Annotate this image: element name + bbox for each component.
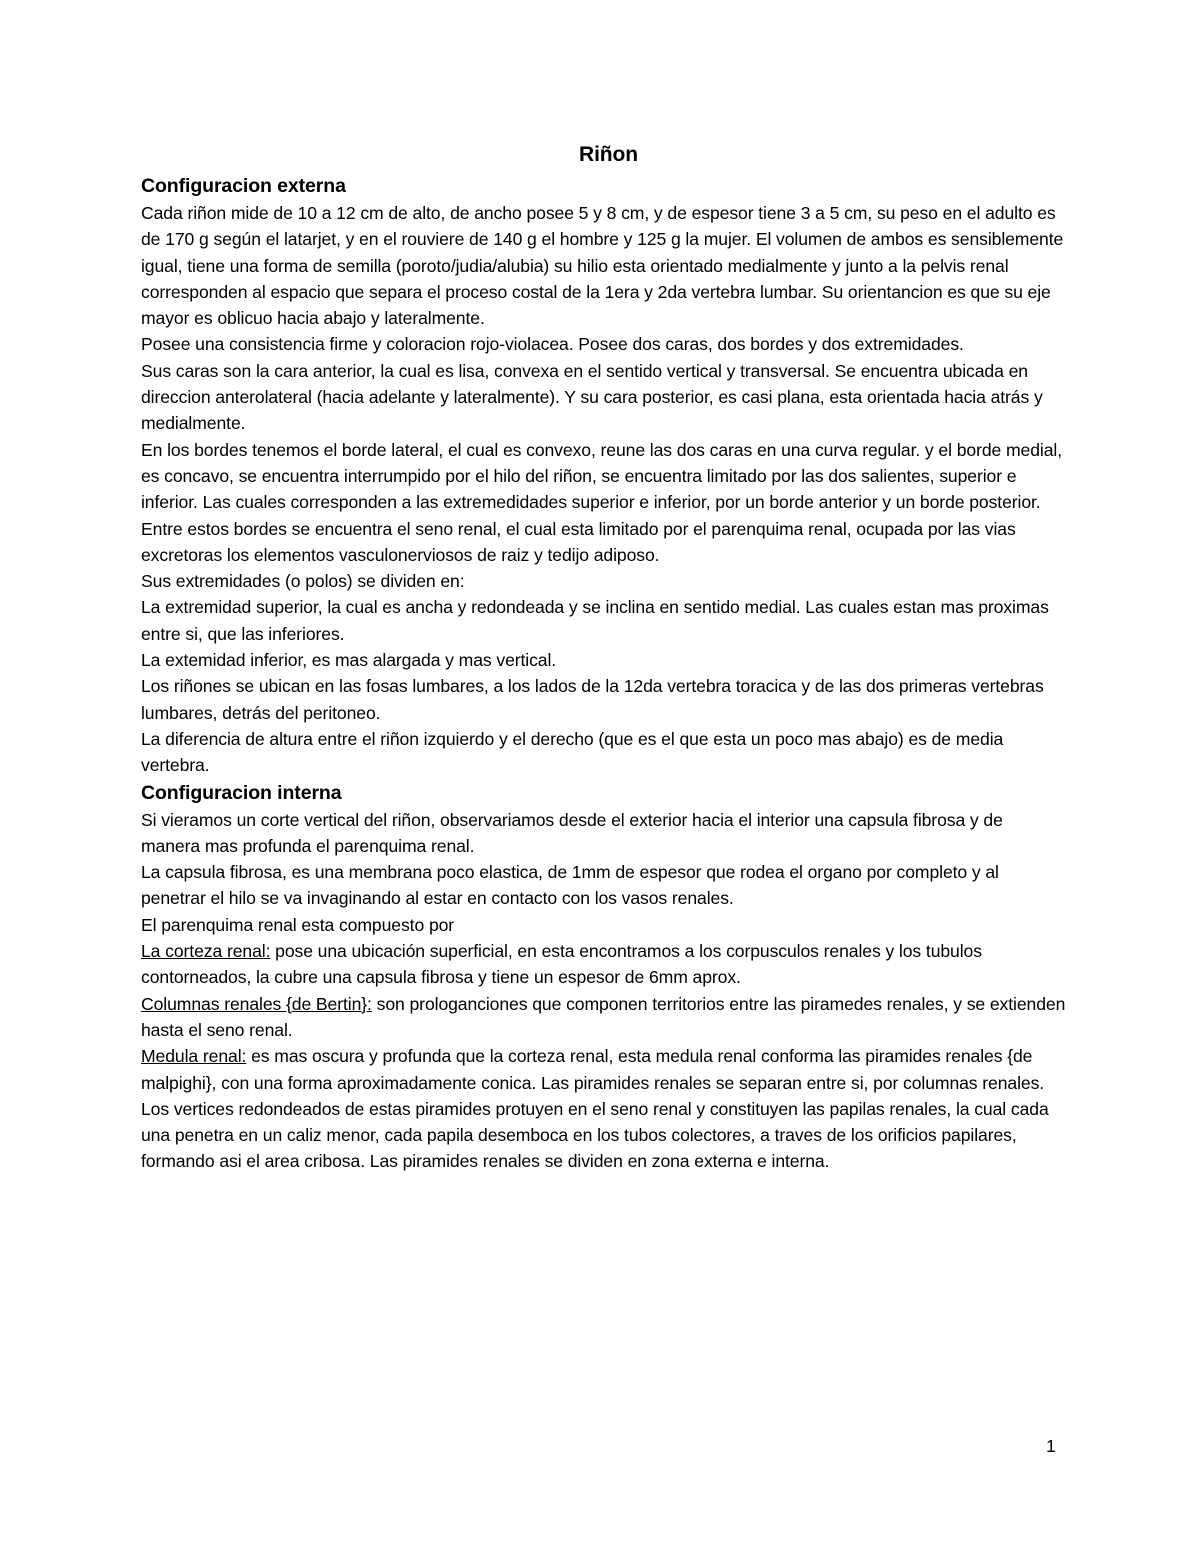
- paragraph: Sus extremidades (o polos) se dividen en:: [141, 571, 465, 592]
- paragraph: Posee una consistencia firme y coloracion rojo-violacea. Posee dos caras, dos bordes y dos extremidades.: [141, 334, 964, 355]
- definition-item: [141, 991, 1066, 1044]
- section-internal: [141, 779, 1066, 1175]
- paragraph: La extremidad superior, la cual es ancha y redondeada y se inclina en sentido medial. Las cuales estan mas proximas entre si, que las inferiores.: [141, 597, 1049, 644]
- definition-term: La corteza renal:: [141, 941, 271, 962]
- section-heading-internal: Configuracion interna: [141, 781, 342, 804]
- paragraph: En los bordes tenemos el borde lateral, el cual es convexo, reune las dos caras en una curva regular. y el borde medial, es concavo, se encuentra interrumpido por el hilo del riñon, se encuentra limitado por las dos salientes, superior e inferior. Las cuales corresponden a las extremedidades superior e inferior, por un borde anterior y un borde posterior. Entre estos bordes se encuentra el seno renal, el cual esta limitado por el parenquima renal, ocupada por las vias excretoras los elementos vasculonerviosos de raiz y tedijo adiposo.: [141, 439, 1063, 565]
- paragraph: El parenquima renal esta compuesto por: [141, 914, 455, 935]
- paragraph: La capsula fibrosa, es una membrana poco elastica, de 1mm de espesor que rodea el organo por completo y al penetrar el hilo se va invaginando al estar en contacto con los vasos renales.: [141, 862, 999, 909]
- section-external: [141, 172, 1066, 779]
- paragraph: La diferencia de altura entre el riñon izquierdo y el derecho (que es el que esta un poco mas abajo) es de media vertebra.: [141, 728, 1004, 776]
- definition-text: es mas oscura y profunda que la corteza renal, esta medula renal conforma las piramides renales {de malpighi}, con una forma aproximadamente conica. Las piramides renales se separan entre si, por columnas renales. Los vertices redondeados de estas piramides protuyen en el seno renal y constituyen las papilas renales, la cual cada una penetra en un caliz menor, cada papila desemboca en los tubos colectores, a traves de los orificios papilares, formando asi el area cribosa. Las piramides renales se dividen en zona externa e interna.: [141, 1046, 1049, 1172]
- definition-item: [141, 1043, 1066, 1174]
- document-title: Riñon: [579, 143, 638, 166]
- definition-item: [141, 938, 1066, 991]
- definition-text: son prologanciones que componen territorios entre las piramedes renales, y se extienden hasta el seno renal.: [141, 993, 1066, 1040]
- section-heading-external: Configuracion externa: [141, 175, 346, 197]
- paragraph: Si vieramos un corte vertical del riñon, observariamos desde el exterior hacia el interior una capsula fibrosa y de manera mas profunda el parenquima renal.: [141, 809, 1003, 856]
- definition-term: Medula renal:: [141, 1046, 247, 1067]
- definition-text: pose una ubicación superficial, en esta encontramos a los corpusculos renales y los tubulos contorneados, la cubre una capsula fibrosa y tiene un espesor de 6mm aprox.: [141, 941, 982, 988]
- document-page: [141, 140, 1066, 1175]
- definition-term: Columnas renales {de Bertin}:: [141, 993, 372, 1014]
- paragraph: Cada riñon mide de 10 a 12 cm de alto, de ancho posee 5 y 8 cm, y de espesor tiene 3 a 5 cm, su peso en el adulto es de 170 g según el latarjet, y en el rouviere de 140 g el hombre y 125 g la mujer. El volumen de ambos es sensiblemente igual, tiene una forma de semilla (poroto/judia/alubia) su hilio esta orientado medialmente y junto a la pelvis renal corresponden al espacio que separa el proceso costal de la 1era y 2da vertebra lumbar. Su orientancion es que su eje mayor es oblicuo hacia abajo y lateralmente.: [141, 203, 1064, 329]
- paragraph: Sus caras son la cara anterior, la cual es lisa, convexa en el sentido vertical y transversal. Se encuentra ubicada en direccion anterolateral (hacia adelante y lateralmente). Y su cara posterior, es casi plana, esta orientada hacia atrás y medialmente.: [141, 360, 1043, 434]
- paragraph: Los riñones se ubican en las fosas lumbares, a los lados de la 12da vertebra toracica y de las dos primeras vertebras lumbares, detrás del peritoneo.: [141, 676, 1044, 723]
- page-number: 1: [1046, 1436, 1056, 1456]
- paragraph: La extemidad inferior, es mas alargada y mas vertical.: [141, 650, 557, 671]
